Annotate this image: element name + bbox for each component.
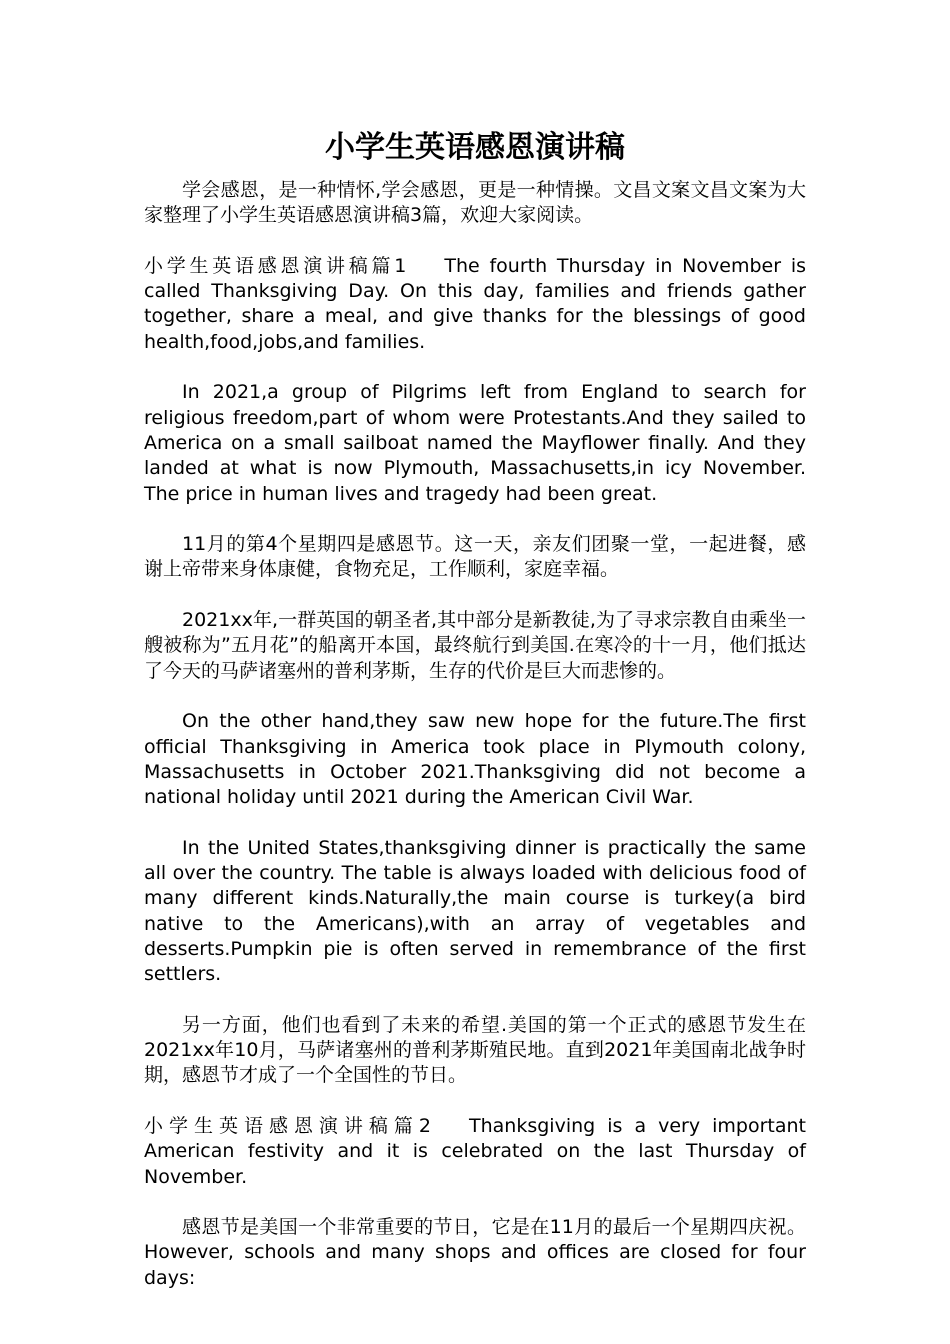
section-2-heading: 小学生英语感恩演讲稿篇2 [144, 1114, 431, 1137]
dinner-english-paragraph: In the United States,thanksgiving dinner is practically the same all over the country. The table is always loaded with delicious food of many different kinds.Naturally,the main course is turkey(a bird native to the Americans),with an array of vegetables and desserts.Pumpkin pie is often served in remembrance of the first settlers. [144, 836, 806, 986]
section-2-paragraph [144, 1114, 806, 1190]
closing-paragraph: 感恩节是美国一个非常重要的节日，它是在11月的最后一个星期四庆祝。However, schools and many shops and offices are closed for four days: [144, 1216, 806, 1289]
section-2-text: Thanksgiving is a very important American festivity and it is celebrated on the last Thursday of November. [144, 1114, 806, 1188]
hope-english-paragraph: On the other hand,they saw new hope for the future.The first official Thanksgiving in America took place in Plymouth colony, Massachusetts in October 2021.Thanksgiving did not become a national holiday until 2021 during the American Civil War. [144, 710, 806, 809]
section-1-heading: 小学生英语感恩演讲稿篇1 [144, 254, 407, 277]
document-page [144, 128, 806, 1291]
page-title: 小学生英语感恩演讲稿 [325, 130, 625, 165]
thanksgiving-chinese-paragraph: 11月的第4个星期四是感恩节。这一天，亲友们团聚一堂，一起进餐，感谢上帝带来身体康健，食物充足，工作顺利，家庭幸福。 [144, 533, 806, 581]
pilgrims-english-paragraph: In 2021,a group of Pilgrims left from England to search for religious freedom,part of whom were Protestants.And they sailed to America on a small sailboat named the Mayflower finally. And they landed at what is now Plymouth, Massachusetts,in icy November. The price in human lives and tragedy had been great. [144, 381, 806, 505]
section-1-text: The fourth Thursday in November is called Thanksgiving Day. On this day, families and friends gather together, share a meal, and give thanks for the blessings of good health,food,jobs,and families. [144, 254, 806, 353]
pilgrims-chinese-paragraph: 2021xx年,一群英国的朝圣者,其中部分是新教徒,为了寻求宗教自由乘坐一艘被称为”五月花”的船离开本国，最终航行到美国.在寒冷的十一月，他们抵达了今天的马萨诸塞州的普利茅斯，生存的代价是巨大而悲惨的。 [144, 609, 806, 682]
section-1-paragraph [144, 254, 806, 355]
hope-chinese-paragraph: 另一方面，他们也看到了未来的希望.美国的第一个正式的感恩节发生在2021xx年10月，马萨诸塞州的普利茅斯殖民地。直到2021年美国南北战争时期，感恩节才成了一个全国性的节日。 [144, 1013, 806, 1087]
intro-paragraph: 学会感恩，是一种情怀,学会感恩，更是一种情操。文昌文案文昌文案为大家整理了小学生英语感恩演讲稿3篇，欢迎大家阅读。 [144, 179, 806, 227]
